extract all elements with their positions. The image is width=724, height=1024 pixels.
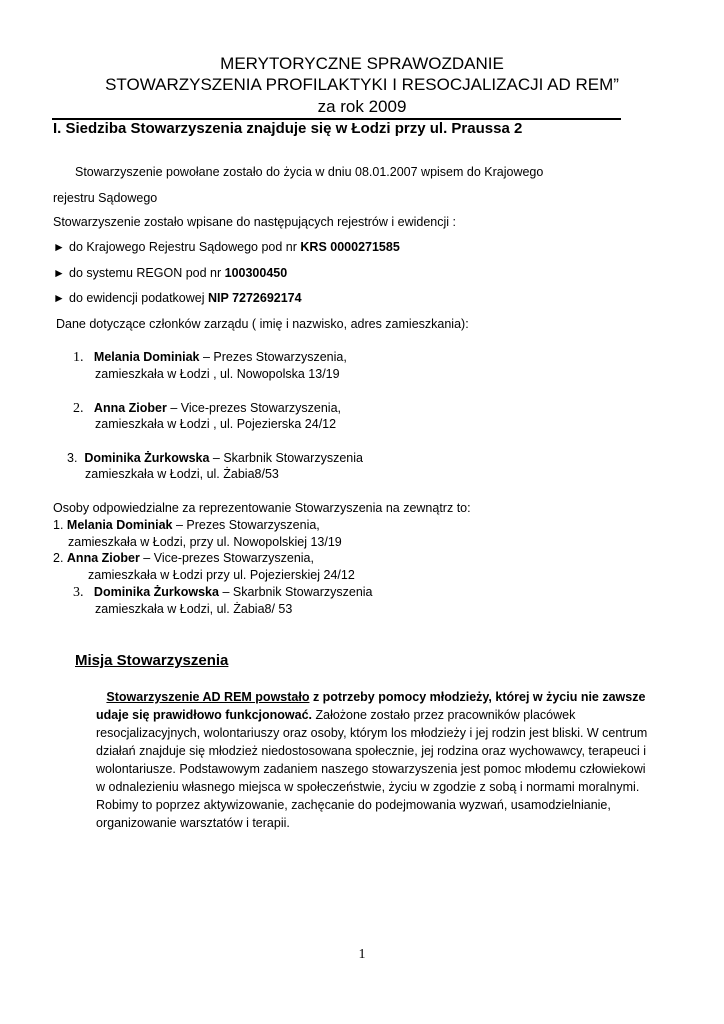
board-member-3-address: zamieszkała w Łodzi, ul. Żabia8/53 bbox=[85, 467, 279, 481]
intro-line-1: Stowarzyszenie powołane zostało do życia w dniu 08.01.2007 wpisem do Krajowego bbox=[75, 165, 544, 179]
arrow-bullet-icon: ► bbox=[53, 240, 65, 254]
arrow-bullet-icon: ► bbox=[53, 291, 65, 305]
krs-number: KRS 0000271585 bbox=[300, 240, 400, 254]
intro-line-2: rejestru Sądowego bbox=[53, 191, 158, 205]
board-member-1: 1. Melania Dominiak – Prezes Stowarzyszenia, bbox=[73, 350, 347, 365]
representative-2: 2. Anna Ziober – Vice-prezes Stowarzyszenia, bbox=[53, 551, 314, 565]
board-member-1-address: zamieszkała w Łodzi , ul. Nowopolska 13/19 bbox=[95, 367, 340, 381]
mission-body: Założone zostało przez pracowników placówek resocjalizacyjnych, wolontariuszy oraz osoby, którym los młodzieży i jej rodzin jest bliski. W centrum działań znajduje się młodzież niedostosowana społecznie, jej rodzina oraz wychowawcy, terapeuci i wolontariusze. Podstawowym zadaniem naszego stowarzyszenia jest pomoc młodemu człowiekowi w odnalezieniu własnego miejsca w społeczeństwie, życiu w zgodzie z sobą i normami moralnymi. Robimy to poprzez aktywizowanie, zachęcanie do podejmowania wyzwań, usamodzielnianie, organizowanie warsztatów i terapii. bbox=[96, 708, 648, 830]
representative-1: 1. Melania Dominiak – Prezes Stowarzyszenia, bbox=[53, 518, 320, 532]
arrow-bullet-icon: ► bbox=[53, 266, 65, 280]
page-number: 1 bbox=[358, 947, 366, 962]
mission-heading: Misja Stowarzyszenia bbox=[75, 652, 229, 669]
section-heading-seat: I. Siedziba Stowarzyszenia znajduje się w Łodzi przy ul. Praussa 2 bbox=[53, 120, 523, 137]
nip-number: NIP 7272692174 bbox=[207, 291, 302, 305]
regon-number: 100300450 bbox=[224, 266, 288, 280]
board-heading: Dane dotyczące członków zarządu ( imię i nazwisko, adres zamieszkania): bbox=[56, 317, 469, 331]
representatives-heading: Osoby odpowiedzialne za reprezentowanie Stowarzyszenia na zewnątrz to: bbox=[53, 501, 471, 515]
representative-1-address: zamieszkała w Łodzi, przy ul. Nowopolskiej 13/19 bbox=[68, 535, 342, 549]
board-member-2-address: zamieszkała w Łodzi , ul. Pojezierska 24/12 bbox=[95, 417, 337, 431]
registry-item-nip: ► do ewidencji podatkowej NIP 7272692174 bbox=[53, 291, 302, 305]
mission-lead-underlined: Stowarzyszenie AD REM powstało bbox=[106, 690, 310, 704]
mission-lead-bold: z potrzeby pomocy młodzieży, której w życiu nie zawsze udaje się prawidłowo funkcjonować. bbox=[96, 690, 646, 722]
representative-2-address: zamieszkała w Łodzi przy ul. Pojezierskiej 24/12 bbox=[88, 568, 355, 582]
mission-paragraph bbox=[96, 688, 656, 832]
title-line-1: MERYTORYCZNE SPRAWOZDANIE bbox=[220, 54, 504, 73]
representative-3: 3. Dominika Żurkowska – Skarbnik Stowarzyszenia bbox=[73, 585, 373, 600]
title-line-3: za rok 2009 bbox=[317, 97, 407, 116]
title-line-2: STOWARZYSZENIA PROFILAKTYKI I RESOCJALIZACJI AD REM” bbox=[105, 75, 619, 94]
intro-line-3: Stowarzyszenie zostało wpisane do następujących rejestrów i ewidencji : bbox=[53, 215, 456, 229]
registry-item-regon: ► do systemu REGON pod nr 100300450 bbox=[53, 266, 288, 280]
registry-item-krs: ► do Krajowego Rejestru Sądowego pod nr KRS 0000271585 bbox=[53, 240, 400, 254]
representative-3-address: zamieszkała w Łodzi, ul. Żabia8/ 53 bbox=[95, 602, 293, 616]
board-member-3: 3. Dominika Żurkowska – Skarbnik Stowarzyszenia bbox=[67, 451, 363, 465]
board-member-2: 2. Anna Ziober – Vice-prezes Stowarzyszenia, bbox=[73, 401, 341, 416]
